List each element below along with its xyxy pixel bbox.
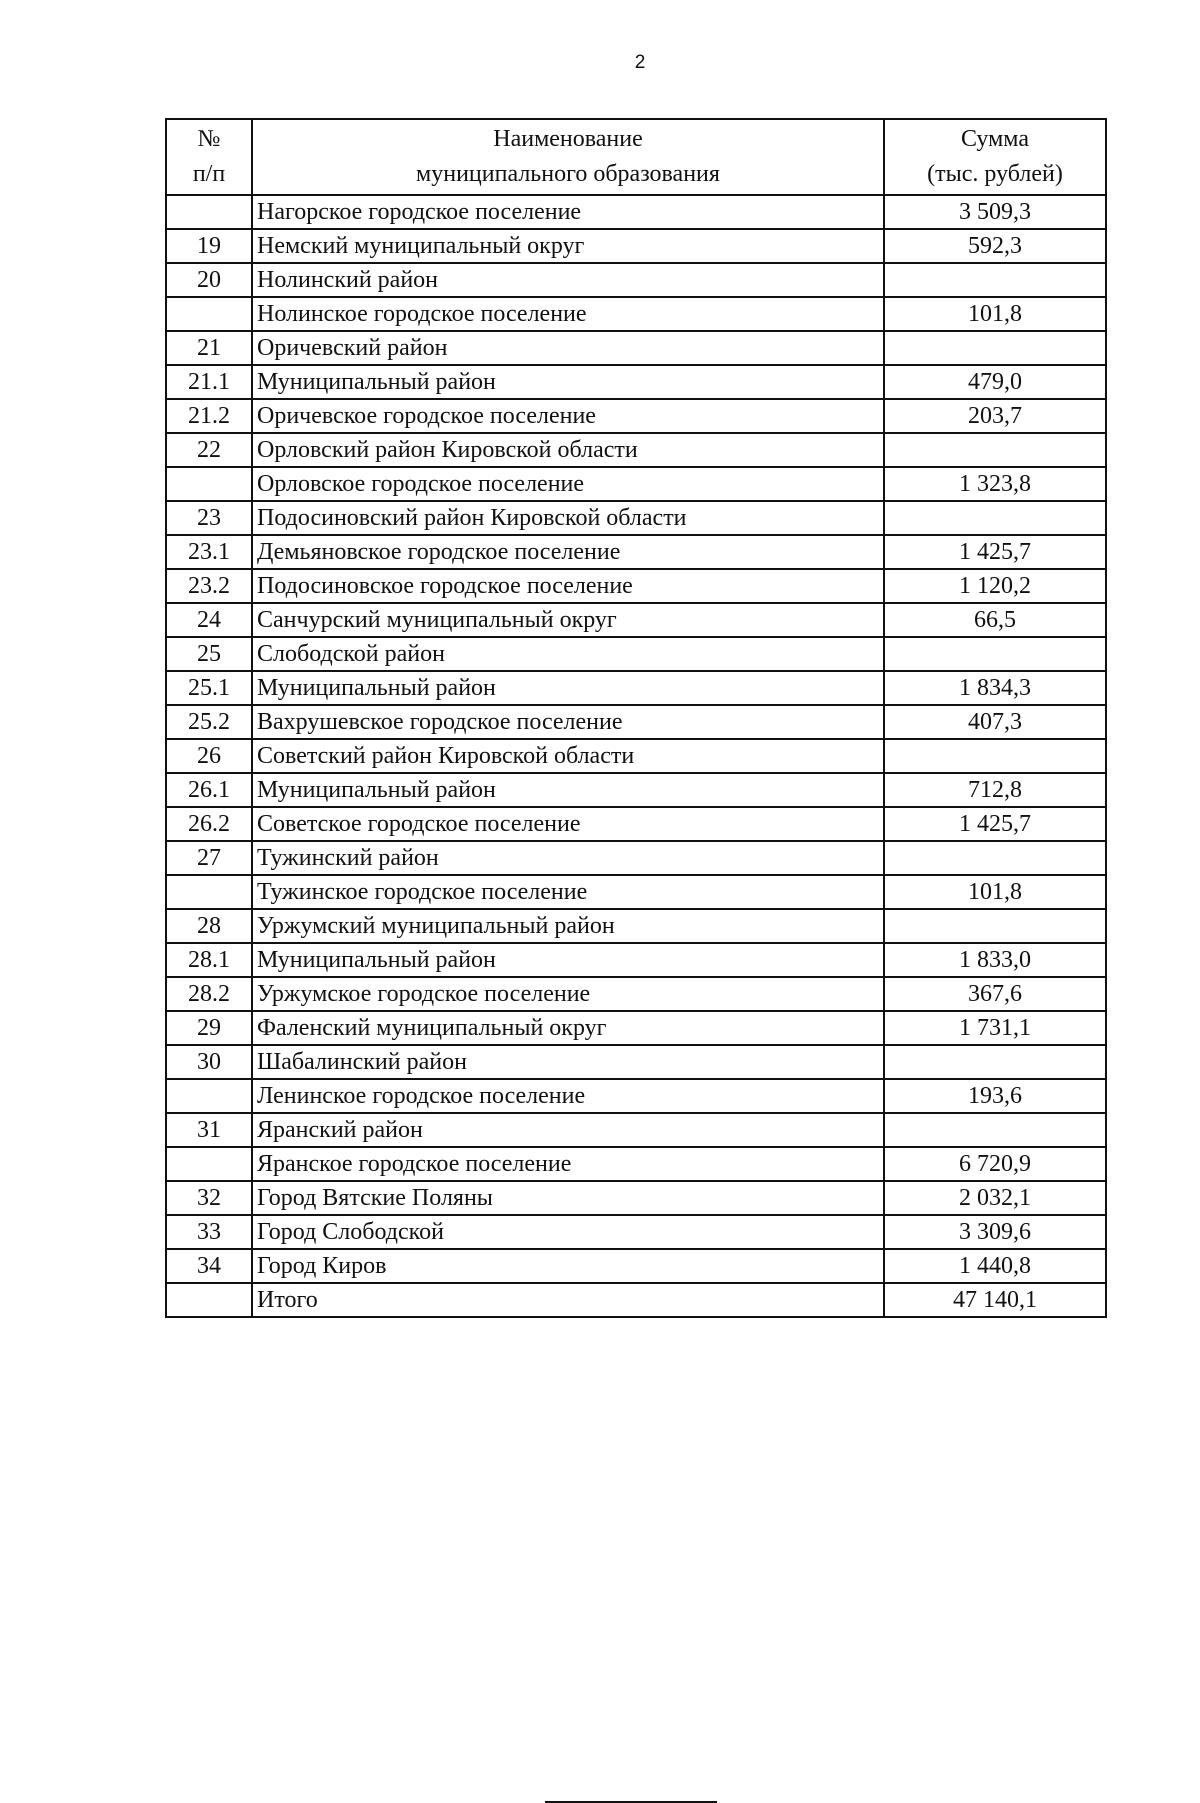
row-name-cell: Муниципальный район bbox=[252, 671, 884, 705]
row-number-cell: 21.1 bbox=[166, 365, 252, 399]
row-name-cell: Нолинский район bbox=[252, 263, 884, 297]
row-sum-cell bbox=[884, 739, 1106, 773]
row-sum-cell: 47 140,1 bbox=[884, 1283, 1106, 1317]
row-name-cell: Санчурский муниципальный округ bbox=[252, 603, 884, 637]
table-row bbox=[166, 773, 1106, 807]
header-sum-line1: Сумма bbox=[961, 126, 1029, 153]
page-number: 2 bbox=[634, 52, 646, 73]
row-name-cell: Город Киров bbox=[252, 1249, 884, 1283]
header-name-line1: Наименование bbox=[493, 126, 643, 153]
row-name-cell: Итого bbox=[252, 1283, 884, 1317]
row-name-cell: Уржумское городское поселение bbox=[252, 977, 884, 1011]
row-name-cell: Муниципальный район bbox=[252, 943, 884, 977]
table-row bbox=[166, 1079, 1106, 1113]
row-name-cell: Город Вятские Поляны bbox=[252, 1181, 884, 1215]
row-number-cell: 28 bbox=[166, 909, 252, 943]
table-row bbox=[166, 535, 1106, 569]
row-number-cell: 27 bbox=[166, 841, 252, 875]
table-header-row bbox=[166, 119, 1106, 195]
row-sum-cell: 6 720,9 bbox=[884, 1147, 1106, 1181]
row-number-cell: 26.1 bbox=[166, 773, 252, 807]
row-name-cell: Подосиновское городское поселение bbox=[252, 569, 884, 603]
row-number-cell: 26 bbox=[166, 739, 252, 773]
row-name-cell: Советский район Кировской области bbox=[252, 739, 884, 773]
table-row bbox=[166, 637, 1106, 671]
row-number-cell: 21 bbox=[166, 331, 252, 365]
row-name-cell: Ленинское городское поселение bbox=[252, 1079, 884, 1113]
row-number-cell: 19 bbox=[166, 229, 252, 263]
row-number-cell: 25 bbox=[166, 637, 252, 671]
row-number-cell: 29 bbox=[166, 1011, 252, 1045]
row-sum-cell: 66,5 bbox=[884, 603, 1106, 637]
row-number-cell bbox=[166, 1283, 252, 1317]
row-number-cell: 26.2 bbox=[166, 807, 252, 841]
table-row bbox=[166, 739, 1106, 773]
table-row bbox=[166, 433, 1106, 467]
row-number-cell: 24 bbox=[166, 603, 252, 637]
table-row bbox=[166, 1283, 1106, 1317]
row-sum-cell: 3 309,6 bbox=[884, 1215, 1106, 1249]
row-sum-cell: 101,8 bbox=[884, 875, 1106, 909]
row-number-cell bbox=[166, 875, 252, 909]
row-sum-cell bbox=[884, 909, 1106, 943]
row-sum-cell: 407,3 bbox=[884, 705, 1106, 739]
table-row bbox=[166, 1045, 1106, 1079]
table-row bbox=[166, 875, 1106, 909]
table-row bbox=[166, 365, 1106, 399]
table-row bbox=[166, 909, 1106, 943]
header-number bbox=[166, 119, 252, 195]
table-row bbox=[166, 263, 1106, 297]
row-number-cell: 31 bbox=[166, 1113, 252, 1147]
table-body bbox=[166, 195, 1106, 1317]
row-name-cell: Муниципальный район bbox=[252, 365, 884, 399]
row-number-cell: 21.2 bbox=[166, 399, 252, 433]
row-name-cell: Демьяновское городское поселение bbox=[252, 535, 884, 569]
row-sum-cell: 712,8 bbox=[884, 773, 1106, 807]
row-name-cell: Вахрушевское городское поселение bbox=[252, 705, 884, 739]
row-sum-cell: 193,6 bbox=[884, 1079, 1106, 1113]
header-number-line1: № bbox=[197, 126, 221, 153]
row-name-cell: Нагорское городское поселение bbox=[252, 195, 884, 229]
table-row bbox=[166, 841, 1106, 875]
row-name-cell: Оричевский район bbox=[252, 331, 884, 365]
table-row bbox=[166, 297, 1106, 331]
row-sum-cell: 1 425,7 bbox=[884, 807, 1106, 841]
table-row bbox=[166, 603, 1106, 637]
row-name-cell: Уржумский муниципальный район bbox=[252, 909, 884, 943]
row-sum-cell bbox=[884, 1045, 1106, 1079]
row-sum-cell: 1 834,3 bbox=[884, 671, 1106, 705]
table-row bbox=[166, 1113, 1106, 1147]
row-sum-cell: 101,8 bbox=[884, 297, 1106, 331]
row-name-cell: Город Слободской bbox=[252, 1215, 884, 1249]
row-sum-cell: 1 425,7 bbox=[884, 535, 1106, 569]
row-sum-cell: 592,3 bbox=[884, 229, 1106, 263]
row-name-cell: Немский муниципальный округ bbox=[252, 229, 884, 263]
row-sum-cell: 3 509,3 bbox=[884, 195, 1106, 229]
table-row bbox=[166, 399, 1106, 433]
row-sum-cell: 1 731,1 bbox=[884, 1011, 1106, 1045]
row-number-cell: 28.1 bbox=[166, 943, 252, 977]
table-row bbox=[166, 195, 1106, 229]
row-number-cell: 34 bbox=[166, 1249, 252, 1283]
table-row bbox=[166, 1011, 1106, 1045]
table-row bbox=[166, 569, 1106, 603]
row-name-cell: Яранское городское поселение bbox=[252, 1147, 884, 1181]
table-row bbox=[166, 331, 1106, 365]
row-number-cell: 22 bbox=[166, 433, 252, 467]
table-row bbox=[166, 807, 1106, 841]
row-sum-cell: 2 032,1 bbox=[884, 1181, 1106, 1215]
table-row bbox=[166, 1215, 1106, 1249]
row-sum-cell bbox=[884, 1113, 1106, 1147]
row-number-cell: 20 bbox=[166, 263, 252, 297]
table-row bbox=[166, 467, 1106, 501]
row-sum-cell bbox=[884, 263, 1106, 297]
row-number-cell: 30 bbox=[166, 1045, 252, 1079]
row-sum-cell: 1 323,8 bbox=[884, 467, 1106, 501]
row-number-cell bbox=[166, 1147, 252, 1181]
row-name-cell: Оричевское городское поселение bbox=[252, 399, 884, 433]
row-number-cell: 28.2 bbox=[166, 977, 252, 1011]
row-number-cell: 25.1 bbox=[166, 671, 252, 705]
row-number-cell bbox=[166, 297, 252, 331]
header-sum-line2: (тыс. рублей) bbox=[927, 161, 1063, 187]
row-name-cell: Яранский район bbox=[252, 1113, 884, 1147]
row-sum-cell: 1 440,8 bbox=[884, 1249, 1106, 1283]
row-name-cell: Муниципальный район bbox=[252, 773, 884, 807]
row-sum-cell bbox=[884, 841, 1106, 875]
budget-table bbox=[165, 118, 1107, 1318]
row-number-cell: 23 bbox=[166, 501, 252, 535]
table-row bbox=[166, 1181, 1106, 1215]
table-row bbox=[166, 501, 1106, 535]
row-sum-cell: 479,0 bbox=[884, 365, 1106, 399]
table-row bbox=[166, 1147, 1106, 1181]
row-number-cell: 32 bbox=[166, 1181, 252, 1215]
header-sum bbox=[884, 119, 1106, 195]
row-number-cell bbox=[166, 195, 252, 229]
row-name-cell: Орловский район Кировской области bbox=[252, 433, 884, 467]
row-sum-cell: 1 833,0 bbox=[884, 943, 1106, 977]
row-name-cell: Фаленский муниципальный округ bbox=[252, 1011, 884, 1045]
row-number-cell bbox=[166, 1079, 252, 1113]
row-sum-cell bbox=[884, 501, 1106, 535]
table-row bbox=[166, 671, 1106, 705]
row-sum-cell bbox=[884, 331, 1106, 365]
row-name-cell: Тужинский район bbox=[252, 841, 884, 875]
row-name-cell: Нолинское городское поселение bbox=[252, 297, 884, 331]
header-name bbox=[252, 119, 884, 195]
table-row bbox=[166, 943, 1106, 977]
row-sum-cell: 367,6 bbox=[884, 977, 1106, 1011]
row-name-cell: Подосиновский район Кировской области bbox=[252, 501, 884, 535]
row-sum-cell: 1 120,2 bbox=[884, 569, 1106, 603]
header-number-line2: п/п bbox=[192, 161, 226, 187]
row-sum-cell bbox=[884, 637, 1106, 671]
table-row bbox=[166, 1249, 1106, 1283]
row-name-cell: Орловское городское поселение bbox=[252, 467, 884, 501]
row-name-cell: Советское городское поселение bbox=[252, 807, 884, 841]
table-row bbox=[166, 705, 1106, 739]
row-name-cell: Слободской район bbox=[252, 637, 884, 671]
row-sum-cell bbox=[884, 433, 1106, 467]
table-row bbox=[166, 229, 1106, 263]
header-name-line2: муниципального образования bbox=[416, 161, 720, 187]
row-number-cell: 23.1 bbox=[166, 535, 252, 569]
table-row bbox=[166, 977, 1106, 1011]
row-number-cell: 33 bbox=[166, 1215, 252, 1249]
row-name-cell: Тужинское городское поселение bbox=[252, 875, 884, 909]
row-number-cell bbox=[166, 467, 252, 501]
row-number-cell: 23.2 bbox=[166, 569, 252, 603]
row-number-cell: 25.2 bbox=[166, 705, 252, 739]
row-name-cell: Шабалинский район bbox=[252, 1045, 884, 1079]
row-sum-cell: 203,7 bbox=[884, 399, 1106, 433]
